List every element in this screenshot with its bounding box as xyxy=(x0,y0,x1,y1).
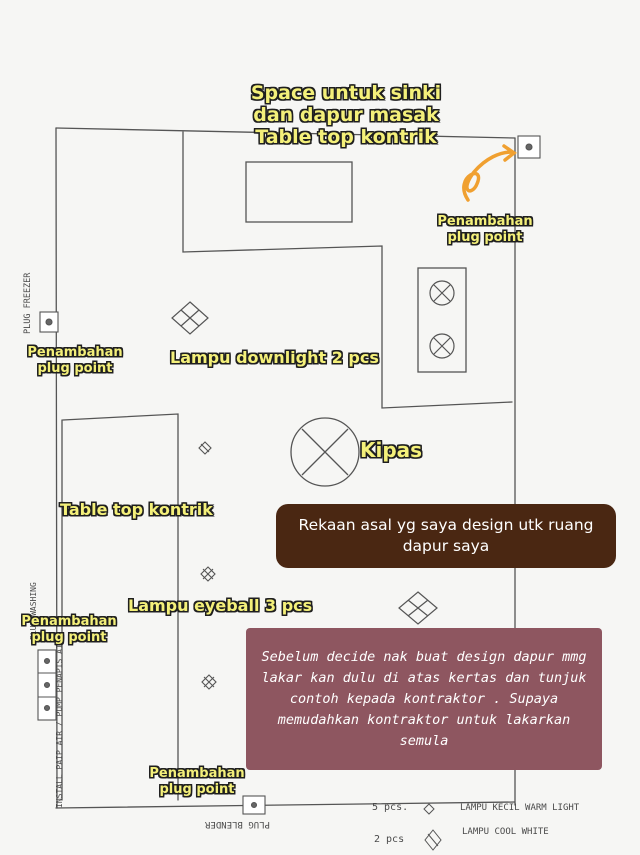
plug-point-left-line1: Penambahan xyxy=(27,345,123,360)
top-title xyxy=(236,82,456,148)
table-top-left-label: Table top kontrik xyxy=(60,500,213,519)
legend-qty-1: 5 pcs. xyxy=(372,802,409,813)
eyeball-light-icon xyxy=(424,804,434,814)
plug-freezer-text: PLUG FREEZER xyxy=(23,272,33,334)
description-note-text: Sebelum decide nak buat design dapur mmg lakar kan dulu di atas kertas dan tunjuk contoh kepada kontraktor . Supaya memudahkan kontraktor untuk lakarkan semula xyxy=(261,648,587,749)
sink-rect xyxy=(246,162,352,222)
plug-point-right-line1: Penambahan xyxy=(437,214,533,229)
install-pump-text: INSTALL PAIP AIR / PUMP PENAPIS AIR xyxy=(55,639,64,808)
downlight-icon xyxy=(425,830,441,850)
top-title-line2: dan dapur masak xyxy=(253,104,439,126)
plug-point-bottom-line1: Penambahan xyxy=(149,766,245,781)
plug-point-lower-left-line1: Penambahan xyxy=(21,614,117,629)
eyeball-light-icon xyxy=(201,567,215,581)
plug-washing-text: PLUG WASHING xyxy=(29,582,38,640)
stove-rect xyxy=(418,268,466,372)
downlight-icon xyxy=(172,302,208,334)
bottom-wall xyxy=(56,802,515,808)
plug-point-right-line2: plug point xyxy=(447,230,523,245)
plug-point-left-line2: plug point xyxy=(37,361,113,376)
plug-blender-text: PLUG BLENDER xyxy=(204,819,270,829)
plug-socket-icon xyxy=(40,312,58,332)
eyeball-light-icon xyxy=(199,442,211,454)
legend xyxy=(372,802,580,850)
plug-point-lower-left-label xyxy=(10,614,128,646)
eyeball-light-icon xyxy=(202,675,216,689)
legend-desc-2: LAMPU COOL WHITE xyxy=(462,827,549,837)
legend-qty-2: 2 pcs xyxy=(374,834,405,845)
fan-label: Kipas xyxy=(360,438,423,462)
fan-icon xyxy=(291,418,359,486)
design-note-box xyxy=(276,504,616,568)
plug-point-right-label xyxy=(426,214,544,246)
description-note-box xyxy=(246,628,602,770)
plug-socket-icon xyxy=(518,136,540,158)
legend-desc-1: LAMPU KECIL WARM LIGHT xyxy=(460,803,580,813)
burner-top-icon xyxy=(430,281,454,305)
arrow-icon xyxy=(464,146,514,200)
plug-socket-icon xyxy=(243,796,265,814)
burner-bottom-icon xyxy=(430,334,454,358)
downlight-icon xyxy=(399,592,437,624)
plug-point-lower-left-line2: plug point xyxy=(31,630,107,645)
design-note-text: Rekaan asal yg saya design utk ruang dapur saya xyxy=(298,516,594,555)
top-title-line1: Space untuk sinki xyxy=(250,82,442,104)
plug-point-left-label xyxy=(16,345,134,377)
plug-point-bottom-line2: plug point xyxy=(159,782,235,797)
top-title-line3: Table top kontrik xyxy=(255,126,437,148)
eyeball-label: Lampu eyeball 3 pcs xyxy=(128,596,313,615)
plug-point-bottom-label xyxy=(138,766,256,798)
downlight-label: Lampu downlight 2 pcs xyxy=(170,348,379,367)
plug-socket-icon xyxy=(38,650,56,720)
